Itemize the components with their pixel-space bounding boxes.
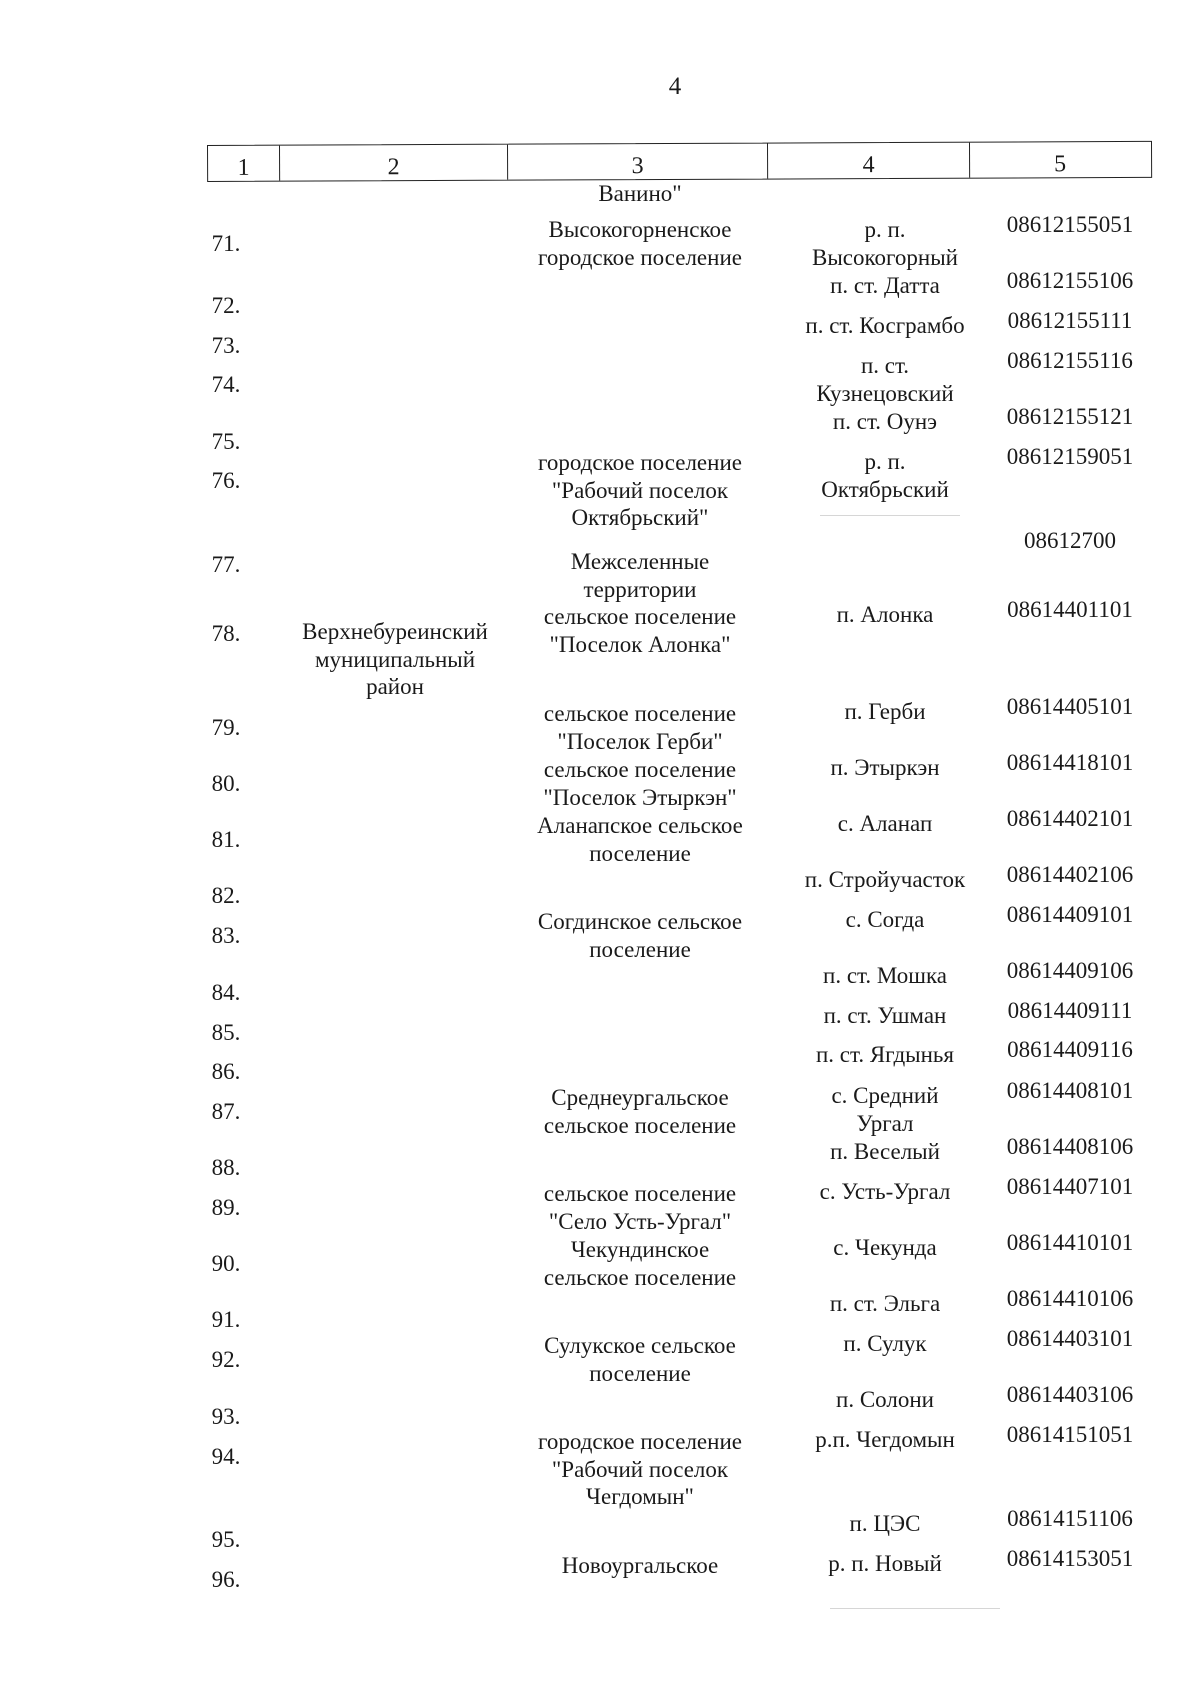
header-col-1: 1 <box>208 146 280 181</box>
row-number: 81. <box>211 827 241 852</box>
locality-name: п. Стройучасток <box>804 867 966 892</box>
oktmo-code: 08614403106 <box>1006 1382 1134 1407</box>
oktmo-code: 08614418101 <box>1006 750 1134 775</box>
row-number: 96. <box>211 1567 241 1592</box>
municipality-name: Среднеургальское сельское поселение <box>543 1085 737 1138</box>
row-number: 94. <box>211 1444 241 1469</box>
oktmo-code: 08614408106 <box>1006 1134 1134 1159</box>
municipality-name: сельское поселение "Село Усть-Ургал" <box>543 1181 737 1234</box>
oktmo-code: 08612155116 <box>1007 348 1133 373</box>
municipality-name: Чекундинское сельское поселение <box>543 1237 737 1290</box>
locality-name: р. п. Высокогорный <box>812 217 958 270</box>
oktmo-code: 08614408101 <box>1006 1078 1134 1103</box>
municipality-name: сельское поселение "Поселок Герби" <box>543 701 737 754</box>
header-col-3: 3 <box>508 144 768 180</box>
locality-name: с. Средний Ургал <box>831 1083 939 1136</box>
oktmo-code: 08614402106 <box>1006 862 1134 887</box>
header-col-2: 2 <box>280 145 508 181</box>
municipality-name: сельское поселение "Поселок Алонка" <box>543 604 737 657</box>
district-name: Верхнебуреинский муниципальный район <box>302 619 488 699</box>
municipality-name: Высокогорненское городское поселение <box>538 217 742 270</box>
municipality-name: городское поселение "Рабочий поселок Октябрьский" <box>538 450 742 530</box>
row-number: 77. <box>211 552 241 577</box>
oktmo-code: 08614407101 <box>1006 1174 1134 1199</box>
oktmo-code: 08612155051 <box>1006 212 1134 237</box>
row-number: 87. <box>211 1099 241 1124</box>
row-number: 73. <box>211 333 241 358</box>
oktmo-code: 08614410101 <box>1006 1230 1134 1255</box>
municipality-name: Аланапское сельское поселение <box>537 813 743 866</box>
oktmo-code: 08614403101 <box>1006 1326 1134 1351</box>
oktmo-code: 08612155106 <box>1006 268 1134 293</box>
locality-name: р. п. Октябрьский <box>821 449 949 502</box>
oktmo-code: 08614409101 <box>1006 902 1134 927</box>
header-col-4: 4 <box>768 143 970 179</box>
locality-name: п. ЦЭС <box>849 1511 921 1536</box>
oktmo-code: 08614153051 <box>1006 1546 1134 1571</box>
oktmo-code: 08614151051 <box>1006 1422 1134 1447</box>
scan-mark <box>820 515 960 516</box>
oktmo-code: 08612155111 <box>1007 308 1133 333</box>
locality-name: п. Этыркэн <box>830 755 940 780</box>
row-number: 83. <box>211 923 241 948</box>
row-number: 86. <box>211 1059 241 1084</box>
row-number: 85. <box>211 1020 241 1045</box>
locality-name: п. ст. Эльга <box>829 1291 941 1316</box>
oktmo-code: 08614409106 <box>1006 958 1134 983</box>
row-number: 71. <box>211 231 241 256</box>
municipality-name: Сулукское сельское поселение <box>544 1333 736 1386</box>
municipality-name: Межселенные территории <box>570 549 710 602</box>
row-number: 90. <box>211 1251 241 1276</box>
row-number: 91. <box>211 1307 241 1332</box>
municipality-name: сельское поселение "Поселок Этыркэн" <box>543 757 737 810</box>
municipality-name: Новоургальское <box>561 1553 719 1578</box>
locality-name: п. ст. Косграмбо <box>805 313 965 338</box>
municipality-name: Ванино" <box>598 181 682 206</box>
municipality-name: Согдинское сельское поселение <box>537 909 743 962</box>
locality-name: с. Чекунда <box>833 1235 937 1260</box>
locality-name: с. Согда <box>845 907 925 932</box>
oktmo-code: 08614405101 <box>1006 694 1134 719</box>
locality-name: п. ст. Мошка <box>823 963 947 988</box>
row-number: 93. <box>211 1404 241 1429</box>
locality-name: р. п. Новый <box>828 1551 942 1576</box>
row-number: 76. <box>211 468 241 493</box>
row-number: 74. <box>211 372 241 397</box>
locality-name: р.п. Чегдомын <box>815 1427 955 1452</box>
locality-name: п. Герби <box>844 699 926 724</box>
row-number: 82. <box>211 883 241 908</box>
locality-name: п. ст. Кузнецовский <box>816 353 954 406</box>
locality-name: п. ст. Ягдынья <box>816 1042 954 1067</box>
oktmo-code: 08614402101 <box>1006 806 1134 831</box>
oktmo-code: 08612155121 <box>1006 404 1134 429</box>
locality-name: п. Веселый <box>830 1139 940 1164</box>
locality-name: п. ст. Оунэ <box>832 409 938 434</box>
row-number: 92. <box>211 1347 241 1372</box>
table-header-row <box>207 141 1152 182</box>
municipality-name: городское поселение "Рабочий поселок Чегдомын" <box>538 1429 742 1509</box>
locality-name: п. Алонка <box>836 602 934 627</box>
row-number: 95. <box>211 1527 241 1552</box>
oktmo-code: 08614409111 <box>1007 998 1133 1023</box>
scan-mark <box>830 1608 1000 1609</box>
oktmo-code: 08614151106 <box>1007 1506 1133 1531</box>
row-number: 72. <box>211 293 241 318</box>
locality-name: с. Аланап <box>837 811 933 836</box>
locality-name: п. Сулук <box>843 1331 927 1356</box>
row-number: 84. <box>211 980 241 1005</box>
locality-name: п. Солони <box>836 1387 934 1412</box>
oktmo-code: 08612700 <box>1024 528 1116 553</box>
row-number: 88. <box>211 1155 241 1180</box>
row-number: 89. <box>211 1195 241 1220</box>
locality-name: с. Усть-Ургал <box>819 1179 951 1204</box>
row-number: 80. <box>211 771 241 796</box>
row-number: 79. <box>211 715 241 740</box>
oktmo-code: 08614409116 <box>1007 1037 1133 1062</box>
header-col-5: 5 <box>1054 151 1067 178</box>
page-number: 4 <box>668 73 682 100</box>
locality-name: п. ст. Ушман <box>823 1003 947 1028</box>
row-number: 75. <box>211 429 241 454</box>
locality-name: п. ст. Датта <box>830 273 940 298</box>
row-number: 78. <box>211 621 241 646</box>
oktmo-code: 08614401101 <box>1007 597 1133 622</box>
oktmo-code: 08612159051 <box>1006 444 1134 469</box>
oktmo-code: 08614410106 <box>1006 1286 1134 1311</box>
